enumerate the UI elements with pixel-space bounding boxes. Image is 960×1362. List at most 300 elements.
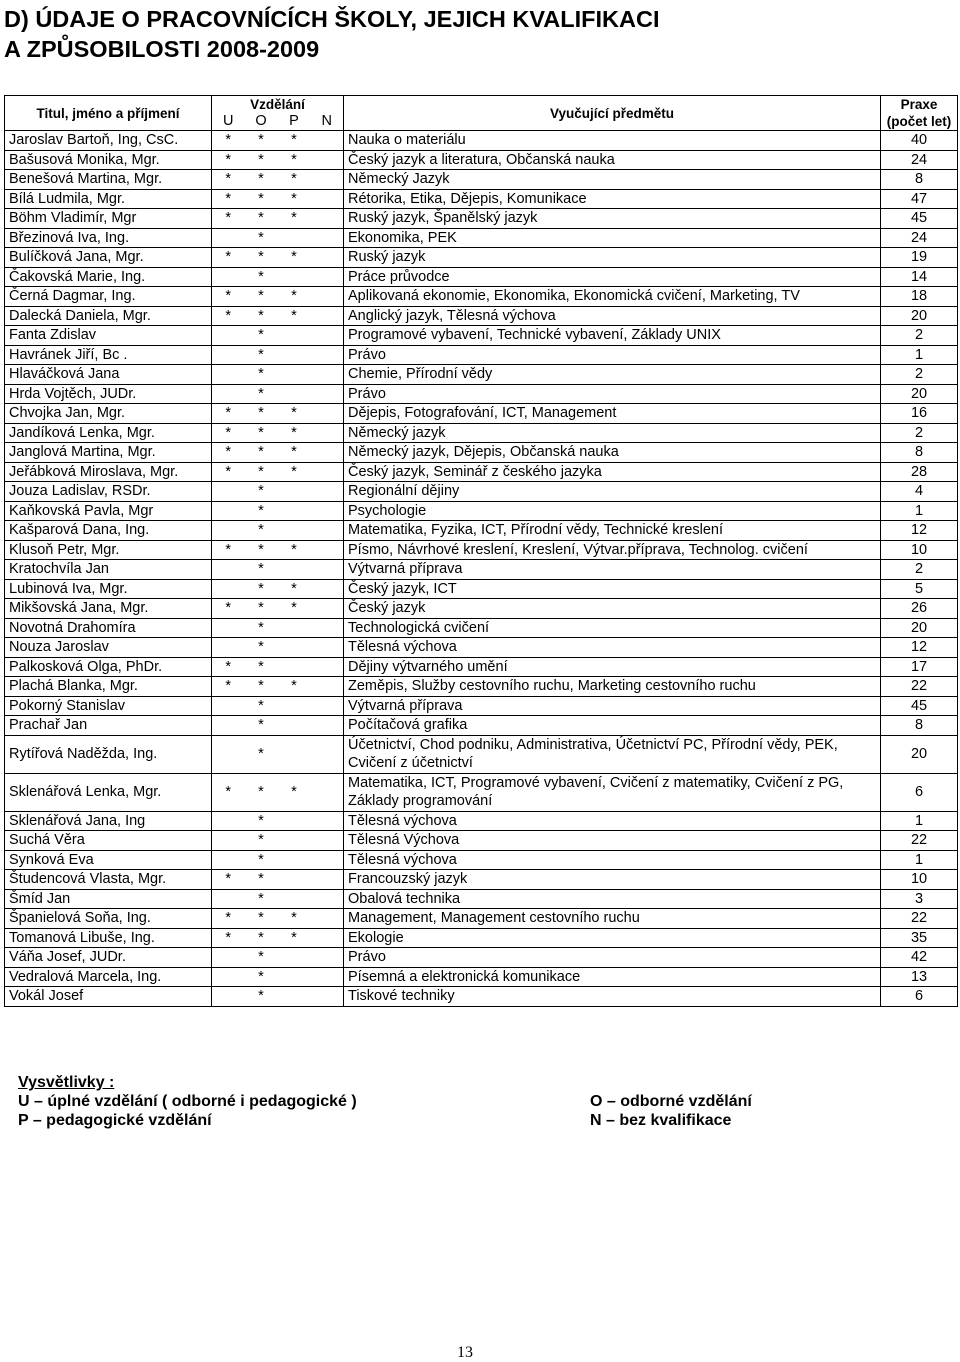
table-row [5,579,958,599]
edu-u-mark [212,384,245,404]
edu-o-mark: * [245,423,278,443]
edu-n-mark [311,716,344,736]
edu-n-mark [311,618,344,638]
table-row [5,365,958,385]
edu-o-mark: * [245,248,278,268]
edu-u-mark [212,521,245,541]
edu-u-mark [212,365,245,385]
edu-p-mark [278,948,311,968]
edu-p-mark [278,267,311,287]
edu-o-mark: * [245,287,278,307]
edu-n-mark [311,870,344,890]
edu-n-mark [311,482,344,502]
subjects-cell: Technologická cvičení [344,618,881,638]
edu-p-mark: * [278,306,311,326]
table-row [5,345,958,365]
edu-u-mark [212,850,245,870]
edu-p-mark: * [278,131,311,151]
edu-n-mark [311,831,344,851]
table-row [5,131,958,151]
edu-p-mark [278,482,311,502]
edu-p-mark: * [278,287,311,307]
edu-p-mark [278,501,311,521]
staff-name: Jeřábková Miroslava, Mgr. [5,462,212,482]
edu-o-mark: * [245,267,278,287]
edu-p-mark: * [278,189,311,209]
table-row [5,443,958,463]
subjects-cell: Tělesná výchova [344,638,881,658]
subjects-cell: Tiskové techniky [344,987,881,1007]
subjects-cell: Český jazyk [344,599,881,619]
table-row [5,618,958,638]
staff-name: Suchá Věra [5,831,212,851]
staff-name: Chvojka Jan, Mgr. [5,404,212,424]
table-row [5,248,958,268]
edu-u-mark: * [212,443,245,463]
edu-n-mark [311,987,344,1007]
table-row [5,735,958,773]
edu-p-mark: * [278,909,311,929]
table-row [5,889,958,909]
edu-p-mark: * [278,423,311,443]
edu-o-mark: * [245,773,278,811]
staff-name: Hlaváčková Jana [5,365,212,385]
edu-n-mark [311,384,344,404]
staff-name: Janglová Martina, Mgr. [5,443,212,463]
edu-p-mark [278,228,311,248]
edu-p-mark: * [278,404,311,424]
staff-name: Bulíčková Jana, Mgr. [5,248,212,268]
subjects-cell: Matematika, Fyzika, ICT, Přírodní vědy, Technické kreslení [344,521,881,541]
praxe-cell: 18 [881,287,958,307]
edu-o-mark: * [245,170,278,190]
subjects-cell: Písmo, Návrhové kreslení, Kreslení, Výtvar.příprava, Technolog. cvičení [344,540,881,560]
staff-name: Dalecká Daniela, Mgr. [5,306,212,326]
legend-u: U – úplné vzdělání ( odborné i pedagogické ) [18,1093,357,1110]
subjects-cell: Německý Jazyk [344,170,881,190]
edu-u-mark: * [212,773,245,811]
table-row [5,716,958,736]
praxe-cell: 2 [881,326,958,346]
staff-name: Palkosková Olga, PhDr. [5,657,212,677]
edu-u-mark [212,326,245,346]
edu-p-mark: * [278,209,311,229]
praxe-cell: 4 [881,482,958,502]
edu-p-mark: * [278,248,311,268]
subjects-cell: Tělesná Výchova [344,831,881,851]
staff-name: Fanta Zdislav [5,326,212,346]
staff-name: Lubinová Iva, Mgr. [5,579,212,599]
edu-o-mark: * [245,521,278,541]
praxe-cell: 28 [881,462,958,482]
edu-n-mark [311,850,344,870]
table-row [5,773,958,811]
edu-p-mark [278,618,311,638]
staff-table [4,95,958,1007]
edu-u-mark [212,638,245,658]
table-row [5,811,958,831]
staff-name: Váňa Josef, JUDr. [5,948,212,968]
praxe-cell: 45 [881,696,958,716]
edu-o-mark: * [245,365,278,385]
staff-name: Vokál Josef [5,987,212,1007]
table-row [5,482,958,502]
edu-p-mark [278,967,311,987]
edu-n-mark [311,287,344,307]
edu-p-mark [278,716,311,736]
staff-name: Synková Eva [5,850,212,870]
edu-o-mark: * [245,831,278,851]
subjects-cell: Práce průvodce [344,267,881,287]
edu-n-mark [311,365,344,385]
subjects-cell: Tělesná výchova [344,811,881,831]
edu-n-mark [311,248,344,268]
staff-name: Bašusová Monika, Mgr. [5,150,212,170]
subjects-cell: Právo [344,384,881,404]
header-n: N [311,113,344,131]
subjects-cell: Účetnictví, Chod podniku, Administrativa, Účetnictví PC, Přírodní vědy, PEK, Cvičení z účetnictví [344,735,881,773]
header-p: P [278,113,311,131]
edu-n-mark [311,677,344,697]
table-row [5,501,958,521]
praxe-cell: 8 [881,170,958,190]
subjects-cell: Ekonomika, PEK [344,228,881,248]
edu-p-mark [278,811,311,831]
praxe-cell: 20 [881,306,958,326]
edu-u-mark [212,618,245,638]
subjects-cell: Právo [344,948,881,968]
edu-u-mark [212,267,245,287]
praxe-cell: 24 [881,228,958,248]
edu-p-mark [278,521,311,541]
edu-u-mark [212,889,245,909]
edu-p-mark: * [278,150,311,170]
edu-u-mark: * [212,599,245,619]
praxe-cell: 20 [881,735,958,773]
subjects-cell: Ekologie [344,928,881,948]
table-row [5,150,958,170]
subjects-cell: Tělesná výchova [344,850,881,870]
subjects-cell: Ruský jazyk, Španělský jazyk [344,209,881,229]
edu-n-mark [311,501,344,521]
edu-p-mark [278,345,311,365]
edu-n-mark [311,811,344,831]
praxe-cell: 26 [881,599,958,619]
subjects-cell: Rétorika, Etika, Dějepis, Komunikace [344,189,881,209]
praxe-cell: 5 [881,579,958,599]
edu-o-mark: * [245,599,278,619]
edu-o-mark: * [245,909,278,929]
edu-o-mark: * [245,443,278,463]
header-o: O [245,113,278,131]
staff-name: Študencová Vlasta, Mgr. [5,870,212,890]
edu-o-mark: * [245,228,278,248]
staff-name: Prachař Jan [5,716,212,736]
staff-name: Jaroslav Bartoň, Ing, CsC. [5,131,212,151]
staff-name: Nouza Jaroslav [5,638,212,658]
edu-o-mark: * [245,928,278,948]
edu-u-mark [212,696,245,716]
edu-n-mark [311,150,344,170]
praxe-cell: 1 [881,850,958,870]
edu-u-mark: * [212,131,245,151]
edu-p-mark [278,987,311,1007]
subjects-cell: Obalová technika [344,889,881,909]
edu-p-mark: * [278,462,311,482]
edu-u-mark: * [212,928,245,948]
edu-p-mark: * [278,540,311,560]
subjects-cell: Dějiny výtvarného umění [344,657,881,677]
subjects-cell: Aplikovaná ekonomie, Ekonomika, Ekonomická cvičení, Marketing, TV [344,287,881,307]
legend-p: P – pedagogické vzdělání [18,1112,212,1129]
edu-o-mark: * [245,811,278,831]
edu-o-mark: * [245,326,278,346]
praxe-cell: 12 [881,521,958,541]
header-u: U [212,113,245,131]
edu-p-mark: * [278,677,311,697]
table-row [5,287,958,307]
edu-o-mark: * [245,189,278,209]
staff-name: Plachá Blanka, Mgr. [5,677,212,697]
staff-name: Kaňkovská Pavla, Mgr [5,501,212,521]
edu-u-mark [212,560,245,580]
edu-p-mark [278,657,311,677]
edu-u-mark: * [212,870,245,890]
table-row [5,306,958,326]
praxe-cell: 14 [881,267,958,287]
table-row [5,228,958,248]
legend [18,1073,918,1130]
staff-name: Jandíková Lenka, Mgr. [5,423,212,443]
edu-n-mark [311,209,344,229]
table-row [5,967,958,987]
staff-name: Černá Dagmar, Ing. [5,287,212,307]
edu-n-mark [311,306,344,326]
edu-n-mark [311,423,344,443]
header-praxe: Praxe (počet let) [881,96,958,131]
praxe-cell: 35 [881,928,958,948]
edu-n-mark [311,928,344,948]
table-row [5,909,958,929]
table-row [5,209,958,229]
praxe-cell: 6 [881,773,958,811]
table-row [5,404,958,424]
subjects-cell: Český jazyk a literatura, Občanská nauka [344,150,881,170]
edu-o-mark: * [245,638,278,658]
praxe-cell: 1 [881,501,958,521]
edu-n-mark [311,326,344,346]
table-row [5,560,958,580]
edu-u-mark [212,948,245,968]
staff-name: Tomanová Libuše, Ing. [5,928,212,948]
document-title [4,4,944,64]
subjects-cell: Anglický jazyk, Tělesná výchova [344,306,881,326]
table-row [5,170,958,190]
staff-name: Šmíd Jan [5,889,212,909]
edu-n-mark [311,657,344,677]
table-row [5,384,958,404]
edu-n-mark [311,189,344,209]
table-row [5,189,958,209]
edu-o-mark: * [245,462,278,482]
header-name: Titul, jméno a příjmení [5,96,212,131]
table-row [5,599,958,619]
edu-n-mark [311,540,344,560]
edu-n-mark [311,228,344,248]
staff-name: Havránek Jiří, Bc . [5,345,212,365]
table-row [5,987,958,1007]
staff-name: Vedralová Marcela, Ing. [5,967,212,987]
edu-p-mark [278,326,311,346]
praxe-cell: 47 [881,189,958,209]
subjects-cell: Francouzský jazyk [344,870,881,890]
edu-p-mark: * [278,599,311,619]
edu-u-mark: * [212,209,245,229]
subjects-cell: Programové vybavení, Technické vybavení, Základy UNIX [344,326,881,346]
edu-o-mark: * [245,889,278,909]
edu-n-mark [311,170,344,190]
edu-o-mark: * [245,209,278,229]
header-education: Vzdělání [212,96,344,114]
subjects-cell: Německý jazyk [344,423,881,443]
praxe-cell: 10 [881,870,958,890]
table-row [5,928,958,948]
edu-o-mark: * [245,540,278,560]
edu-u-mark [212,579,245,599]
staff-name: Bílá Ludmila, Mgr. [5,189,212,209]
edu-p-mark: * [278,773,311,811]
praxe-cell: 8 [881,716,958,736]
edu-o-mark: * [245,987,278,1007]
edu-u-mark [212,967,245,987]
edu-n-mark [311,345,344,365]
edu-o-mark: * [245,404,278,424]
praxe-cell: 12 [881,638,958,658]
edu-n-mark [311,638,344,658]
staff-name: Böhm Vladimír, Mgr [5,209,212,229]
edu-p-mark [278,365,311,385]
praxe-cell: 2 [881,365,958,385]
edu-u-mark [212,811,245,831]
edu-o-mark: * [245,150,278,170]
edu-p-mark [278,735,311,773]
edu-o-mark: * [245,657,278,677]
praxe-cell: 2 [881,423,958,443]
praxe-cell: 19 [881,248,958,268]
table-row [5,870,958,890]
table-row [5,638,958,658]
edu-n-mark [311,443,344,463]
table-row [5,948,958,968]
staff-name: Španielová Soňa, Ing. [5,909,212,929]
edu-p-mark [278,696,311,716]
edu-n-mark [311,579,344,599]
staff-name: Kašparová Dana, Ing. [5,521,212,541]
praxe-cell: 17 [881,657,958,677]
subjects-cell: Psychologie [344,501,881,521]
edu-u-mark [212,345,245,365]
edu-o-mark: * [245,870,278,890]
subjects-cell: Písemná a elektronická komunikace [344,967,881,987]
staff-name: Pokorný Stanislav [5,696,212,716]
edu-n-mark [311,267,344,287]
edu-u-mark [212,735,245,773]
edu-u-mark [212,228,245,248]
praxe-cell: 22 [881,831,958,851]
edu-p-mark: * [278,170,311,190]
edu-u-mark [212,987,245,1007]
staff-name: Mikšovská Jana, Mgr. [5,599,212,619]
edu-u-mark: * [212,248,245,268]
edu-n-mark [311,131,344,151]
edu-o-mark: * [245,696,278,716]
staff-name: Benešová Martina, Mgr. [5,170,212,190]
edu-n-mark [311,889,344,909]
legend-o: O – odborné vzdělání [590,1093,752,1110]
table-row [5,696,958,716]
staff-name: Čakovská Marie, Ing. [5,267,212,287]
edu-u-mark: * [212,170,245,190]
subjects-cell: Právo [344,345,881,365]
subjects-cell: Management, Management cestovního ruchu [344,909,881,929]
praxe-cell: 16 [881,404,958,424]
edu-o-mark: * [245,482,278,502]
edu-n-mark [311,909,344,929]
table-row [5,831,958,851]
edu-o-mark: * [245,560,278,580]
edu-n-mark [311,773,344,811]
table-row [5,850,958,870]
table-row [5,521,958,541]
edu-n-mark [311,404,344,424]
subjects-cell: Dějepis, Fotografování, ICT, Management [344,404,881,424]
praxe-cell: 3 [881,889,958,909]
edu-n-mark [311,599,344,619]
edu-n-mark [311,735,344,773]
edu-p-mark [278,870,311,890]
praxe-cell: 42 [881,948,958,968]
praxe-cell: 8 [881,443,958,463]
staff-name: Rytířová Naděžda, Ing. [5,735,212,773]
edu-u-mark: * [212,287,245,307]
edu-o-mark: * [245,735,278,773]
subjects-cell: Zeměpis, Služby cestovního ruchu, Marketing cestovního ruchu [344,677,881,697]
edu-u-mark: * [212,677,245,697]
edu-n-mark [311,521,344,541]
legend-title: Vysvětlivky : [18,1074,115,1091]
edu-u-mark: * [212,462,245,482]
title-line-2: A ZPŮSOBILOSTI 2008-2009 [4,36,320,62]
edu-n-mark [311,462,344,482]
edu-p-mark [278,889,311,909]
table-row [5,267,958,287]
edu-o-mark: * [245,579,278,599]
edu-o-mark: * [245,345,278,365]
praxe-cell: 10 [881,540,958,560]
staff-name: Hrda Vojtěch, JUDr. [5,384,212,404]
edu-u-mark [212,716,245,736]
edu-o-mark: * [245,716,278,736]
edu-p-mark: * [278,443,311,463]
praxe-cell: 20 [881,384,958,404]
staff-table-body [5,131,958,1007]
edu-u-mark [212,501,245,521]
staff-name: Sklenářová Jana, Ing [5,811,212,831]
edu-p-mark [278,560,311,580]
edu-n-mark [311,948,344,968]
subjects-cell: Ruský jazyk [344,248,881,268]
subjects-cell: Výtvarná příprava [344,560,881,580]
